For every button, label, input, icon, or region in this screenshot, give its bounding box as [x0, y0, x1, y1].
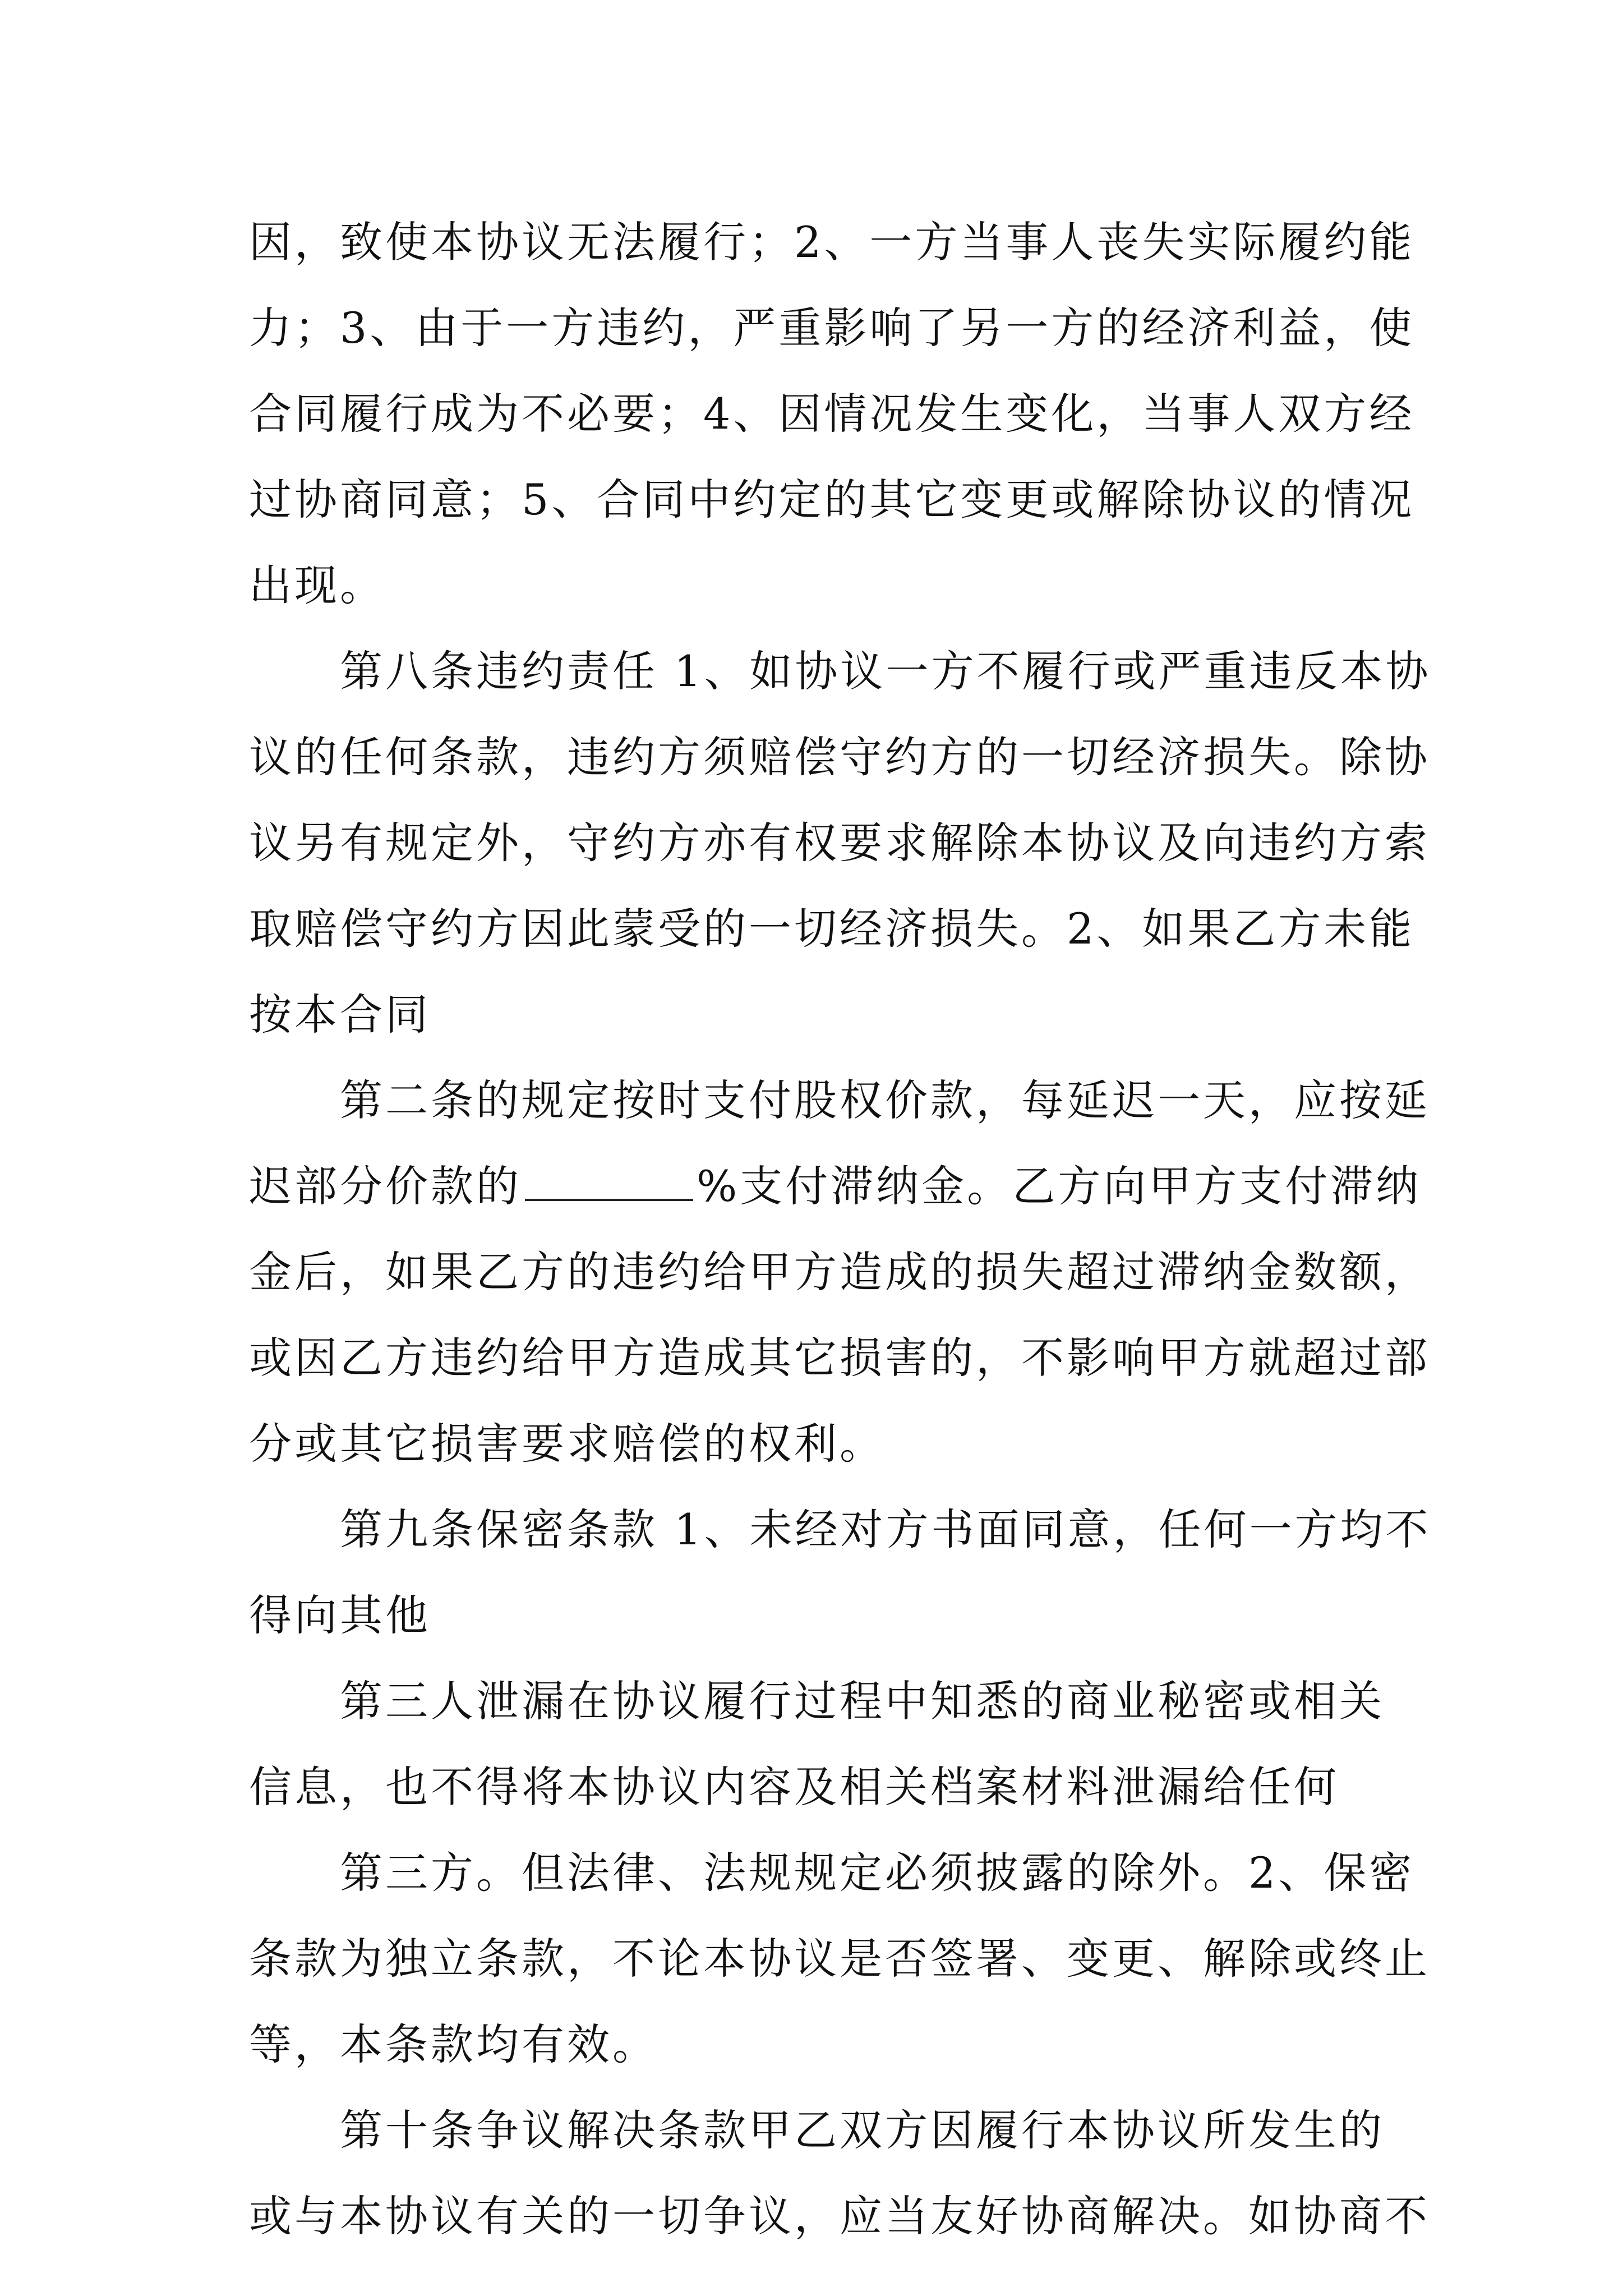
late-fee-text-start: 迟部分价款的 — [249, 1161, 522, 1211]
text-line: 等，本条款均有效。 — [249, 2019, 658, 2069]
late-fee-line — [249, 1143, 1422, 1229]
text-line: 或与本协议有关的一切争议，应当友好协商解决。如协商不 — [249, 2191, 1430, 2241]
text-line: 合同履行成为不必要；4、因情况发生变化，当事人双方经 — [249, 389, 1415, 439]
text-line: 过协商同意；5、合同中约定的其它变更或解除协议的情况 — [249, 475, 1415, 524]
third-party-line: 第三人泄漏在协议履行过程中知悉的商业秘密或相关 — [340, 1676, 1385, 1726]
text-line: 条款为独立条款，不论本协议是否签署、变更、解除或终止 — [249, 1934, 1430, 1984]
text-line: 因，致使本协议无法履行；2、一方当事人丧失实际履约能 — [249, 217, 1415, 267]
text-line: 分或其它损害要求赔偿的权利。 — [249, 1419, 885, 1469]
text-line: 金后，如果乙方的违约给甲方造成的损失超过滞纳金数额， — [249, 1247, 1430, 1297]
text-line: 议另有规定外，守约方亦有权要求解除本协议及向违约方索 — [249, 818, 1430, 868]
text-line: 信息，也不得将本协议内容及相关档案材料泄漏给任何 — [249, 1762, 1339, 1812]
text-line: 力；3、由于一方违约，严重影响了另一方的经济利益，使 — [249, 303, 1415, 353]
article-2-reference-line: 第二条的规定按时支付股权价款，每延迟一天，应按延 — [340, 1075, 1430, 1125]
text-line: 得向其他 — [249, 1590, 431, 1640]
text-line: 或因乙方违约给甲方造成其它损害的，不影响甲方就超过部 — [249, 1333, 1430, 1383]
document-body — [249, 199, 1431, 2259]
text-line: 出现。 — [249, 560, 385, 610]
text-line: 按本合同 — [249, 990, 431, 1039]
late-fee-text-end: %支付滞纳金。乙方向甲方支付滞纳 — [697, 1161, 1422, 1211]
article-8-heading-line: 第八条违约责任 1、如协议一方不履行或严重违反本协 — [340, 646, 1431, 696]
article-9-heading-line: 第九条保密条款 1、未经对方书面同意，任何一方均不 — [340, 1504, 1431, 1554]
percentage-blank — [525, 1164, 693, 1201]
article-10-heading-line: 第十条争议解决条款甲乙双方因履行本协议所发生的 — [340, 2105, 1385, 2155]
third-party-disclosure-line: 第三方。但法律、法规规定必须披露的除外。2、保密 — [340, 1848, 1415, 1898]
text-line: 取赔偿守约方因此蒙受的一切经济损失。2、如果乙方未能 — [249, 904, 1415, 954]
text-line: 议的任何条款，违约方须赔偿守约方的一切经济损失。除协 — [249, 732, 1430, 782]
